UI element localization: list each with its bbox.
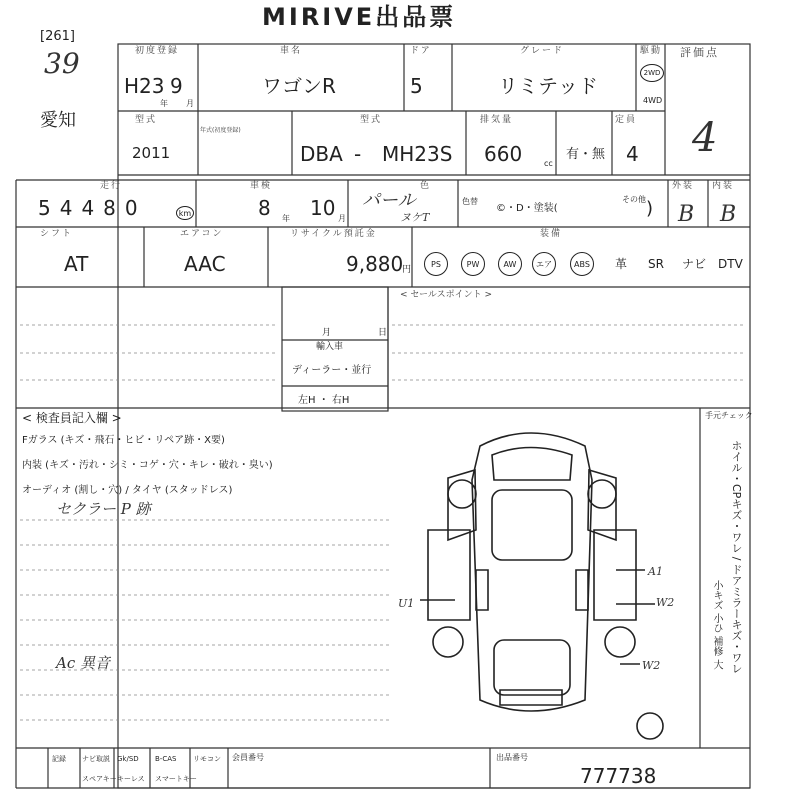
drive-2wd: 2WD <box>643 69 661 77</box>
first-reg-year-label: 年 <box>160 99 168 108</box>
hdr-recycle: リサイクル預託金 <box>290 229 377 239</box>
sales-month: 月 <box>322 328 332 338</box>
equip-leather: 革 <box>615 257 628 271</box>
model-prefix: DBA <box>300 142 343 166</box>
yen: 円 <box>402 265 412 275</box>
form-title: MIRIVE出品票 <box>262 3 457 31</box>
footer-item-spare-key: スペアキー <box>82 775 117 783</box>
aircon: AAC <box>184 252 226 276</box>
hdr-type: 型式 <box>360 115 383 125</box>
equip-sr: SR <box>648 257 664 271</box>
mileage-unit: km <box>178 208 192 218</box>
equip-pw-label: PW <box>466 259 480 269</box>
hand-check: 手元チェック <box>705 411 753 420</box>
inspection-year: 8 <box>258 196 271 220</box>
drive-4wd: 4WD <box>643 96 663 105</box>
hdr-doors: ドア <box>410 46 432 56</box>
color-other: その他 <box>622 195 646 204</box>
hdr-shift: シフト <box>40 229 74 239</box>
car-note-w2-b: W2 <box>642 659 661 672</box>
equip-aw-label: AW <box>503 259 517 269</box>
lot-bracket: [261] <box>40 29 75 44</box>
sales-imported: 輸入車 <box>316 342 344 352</box>
hdr-seats: 定員 <box>615 115 638 125</box>
footer-item-smart-key: スマートキー <box>155 775 197 783</box>
hdr-equipment: 装備 <box>540 229 563 239</box>
footer-item-keyless: キーレス <box>117 775 145 783</box>
footer-dealer-no: 会員番号 <box>232 753 264 762</box>
footer-no-label: 出品番号 <box>496 753 528 762</box>
model-dash: - <box>354 142 362 166</box>
sales-dealer: ディーラー・並行 <box>292 365 372 376</box>
hdr-mileage: 走行 <box>100 181 123 191</box>
equip-aw <box>498 252 522 276</box>
hdr-inspector: < 検査員記入欄 > <box>22 411 122 425</box>
model-year-sub: 年式(初度登録) <box>200 127 241 134</box>
hdr-car-name: 車名 <box>280 46 303 56</box>
hdr-aircon: エアコン <box>180 229 224 239</box>
shift: AT <box>64 252 89 276</box>
equip-ps <box>424 252 448 276</box>
model-year: 2011 <box>132 144 171 162</box>
sales-day: 日 <box>378 328 388 338</box>
inspector-line-1: Fガラス (キズ・飛石・ヒビ・リペア跡・X要) <box>22 435 225 446</box>
side-label: ホイル・CPキズ・ワレ / ドアミラーキズ・ワレ <box>730 440 743 675</box>
cc-unit: cc <box>544 159 553 168</box>
equip-abs <box>570 252 594 276</box>
first-reg-month: 9 <box>170 74 183 98</box>
drive-2wd-circle <box>640 64 664 82</box>
region: 愛知 <box>40 110 76 131</box>
hdr-exterior: 外装 <box>672 181 695 191</box>
seats: 4 <box>626 142 639 166</box>
exterior-score: B <box>678 202 695 227</box>
color: パール <box>362 190 416 211</box>
sales-handle: 左H ・ 右H <box>298 395 350 406</box>
hdr-color: 色 <box>420 181 432 191</box>
yes-no: 有・無 <box>566 147 606 162</box>
footer-item-navi: ナビ取説 <box>82 755 110 763</box>
handwritten-note-1: セクラー P 跡 <box>56 500 151 518</box>
color-close: ) <box>646 198 654 219</box>
inspection-month-label: 月 <box>338 214 346 223</box>
color-options: ©・D・塗装( <box>496 203 558 214</box>
grade: リミテッド <box>498 74 598 98</box>
equip-dtv: DTV <box>718 257 743 271</box>
equip-abs-label: ABS <box>574 259 590 269</box>
hdr-model-year: 型式 <box>135 115 158 125</box>
handwritten-note-2: Ac 異音 <box>56 654 111 672</box>
hdr-score: 評価点 <box>680 46 719 59</box>
inspection-year-label: 年 <box>282 214 290 223</box>
hdr-drive: 駆動 <box>640 46 663 56</box>
mileage-unit-circle <box>176 206 194 220</box>
hdr-inspection: 車検 <box>250 181 273 191</box>
footer-item-gksd: Gk/SD <box>117 755 139 763</box>
hdr-grade: グレード <box>520 46 565 56</box>
first-reg-month-label: 月 <box>186 99 194 108</box>
footer-item-bcas: B-CAS <box>155 755 177 763</box>
equip-navi: ナビ <box>682 257 707 271</box>
interior-score: B <box>720 202 737 227</box>
inspection-month: 10 <box>310 196 336 220</box>
footer-item-record: 記録 <box>52 755 66 763</box>
color-code: 色替 <box>462 197 478 206</box>
mileage: 54480 <box>38 196 147 220</box>
doors: 5 <box>410 74 423 98</box>
recycle: 9,880 <box>346 252 404 276</box>
lot-number: 39 <box>44 47 80 80</box>
car-note-u1: U1 <box>398 597 415 610</box>
car-name: ワゴンR <box>262 74 336 98</box>
footer-item-remote: リモコン <box>193 755 221 763</box>
first-reg: H23 <box>124 74 165 98</box>
side-sub: 小キズ 小ひ 補修 大 <box>711 580 722 670</box>
equip-pw <box>461 252 485 276</box>
inspector-line-3: オーディオ (割し・穴) / タイヤ (スタッドレス) <box>22 485 233 496</box>
color-note: ヌケT <box>400 211 430 224</box>
equip-aircon <box>532 252 556 276</box>
hdr-interior: 内装 <box>712 181 735 191</box>
hdr-sales-point: < セールスポイント > <box>400 290 492 300</box>
score: 4 <box>692 115 718 161</box>
car-note-w2-a: W2 <box>656 596 675 609</box>
hdr-displacement: 排気量 <box>480 115 514 125</box>
hdr-first-reg: 初度登録 <box>135 46 180 56</box>
displacement: 660 <box>484 142 523 166</box>
equip-ps-label: PS <box>431 259 441 269</box>
model-code: MH23S <box>382 142 453 166</box>
footer-number: 777738 <box>580 764 657 788</box>
car-note-a1: A1 <box>648 565 663 578</box>
equip-aircon-label: エア <box>536 259 552 269</box>
inspector-line-2: 内装 (キズ・汚れ・シミ・コゲ・穴・キレ・破れ・臭い) <box>22 460 273 471</box>
